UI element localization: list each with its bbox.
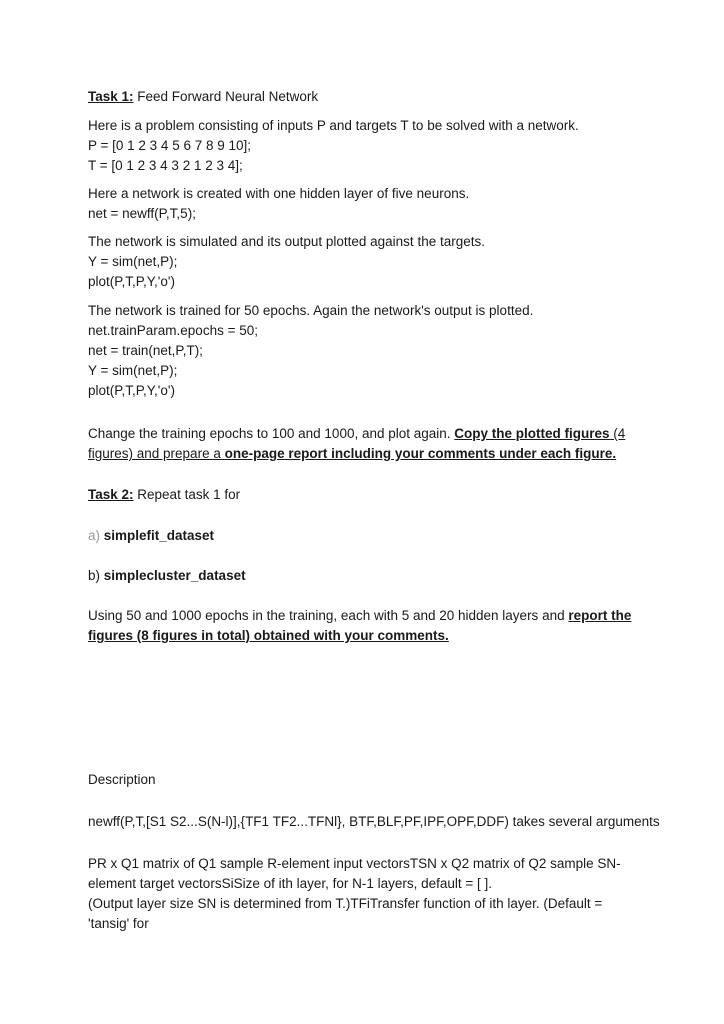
description-line-2: element target vectorsSiSize of ith layer, for N-1 layers, default = [ ]. bbox=[88, 876, 493, 891]
simulate-text: The network is simulated and its output plotted against the targets. bbox=[88, 234, 485, 249]
change-instruction-line-1 bbox=[88, 425, 625, 443]
task2-item-a bbox=[88, 527, 214, 545]
change-instruction-line-2 bbox=[88, 445, 616, 463]
task2-heading bbox=[88, 486, 240, 504]
train-code-2: net = train(net,P,T); bbox=[88, 343, 203, 358]
item-a-marker: a) bbox=[88, 528, 101, 543]
report-figures-emphasis: report the bbox=[568, 608, 632, 623]
copy-figures-count: (4 bbox=[609, 426, 626, 441]
copy-figures-prepare: figures) and prepare a bbox=[88, 446, 225, 461]
one-page-report-emphasis: one-page report including your comments under each figure. bbox=[224, 446, 617, 461]
simulate-code-1: Y = sim(net,P); bbox=[88, 254, 178, 269]
using-line-1 bbox=[88, 607, 631, 625]
using-text: Using 50 and 1000 epochs in the training, each with 5 and 20 hidden layers and bbox=[88, 608, 569, 623]
task2-title: Repeat task 1 for bbox=[133, 487, 241, 502]
t-vector-line: T = [0 1 2 3 4 3 2 1 2 3 4]; bbox=[88, 158, 243, 173]
description-title: Description bbox=[88, 772, 156, 787]
p-vector-line: P = [0 1 2 3 4 5 6 7 8 9 10]; bbox=[88, 138, 252, 153]
item-b-marker: b) bbox=[88, 568, 104, 583]
task1-label: Task 1: bbox=[88, 89, 134, 104]
simulate-code-2: plot(P,T,P,Y,'o') bbox=[88, 274, 175, 289]
train-code-3: Y = sim(net,P); bbox=[88, 363, 178, 378]
task2-item-b bbox=[88, 567, 246, 585]
figures-total-emphasis: figures (8 figures in total) obtained with your comments. bbox=[88, 628, 449, 643]
description-line-3: (Output layer size SN is determined from T.)TFiTransfer function of ith layer. (Default = bbox=[88, 896, 603, 911]
task1-title: Feed Forward Neural Network bbox=[133, 89, 319, 104]
change-text: Change the training epochs to 100 and 1000, and plot again. bbox=[88, 426, 455, 441]
item-b-dataset: simplecluster_dataset bbox=[103, 568, 246, 583]
copy-figures-emphasis: Copy the plotted figures bbox=[454, 426, 610, 441]
newff-signature: newff(P,T,[S1 S2...S(N-l)],{TF1 TF2...TFNl}, BTF,BLF,PF,IPF,OPF,DDF) takes several arguments bbox=[88, 814, 660, 829]
train-code-1: net.trainParam.epochs = 50; bbox=[88, 323, 258, 338]
task1-intro: Here is a problem consisting of inputs P and targets T to be solved with a network. bbox=[88, 118, 579, 133]
create-text: Here a network is created with one hidden layer of five neurons. bbox=[88, 186, 470, 201]
using-line-2 bbox=[88, 627, 449, 645]
description-line-4: 'tansig' for bbox=[88, 916, 149, 931]
task2-label: Task 2: bbox=[88, 487, 134, 502]
description-line-1: PR x Q1 matrix of Q1 sample R-element input vectorsTSN x Q2 matrix of Q2 sample SN- bbox=[88, 856, 621, 871]
train-text: The network is trained for 50 epochs. Again the network's output is plotted. bbox=[88, 303, 534, 318]
create-code: net = newff(P,T,5); bbox=[88, 206, 196, 221]
task1-heading bbox=[88, 88, 318, 106]
item-a-dataset: simplefit_dataset bbox=[100, 528, 215, 543]
train-code-4: plot(P,T,P,Y,'o') bbox=[88, 383, 175, 398]
